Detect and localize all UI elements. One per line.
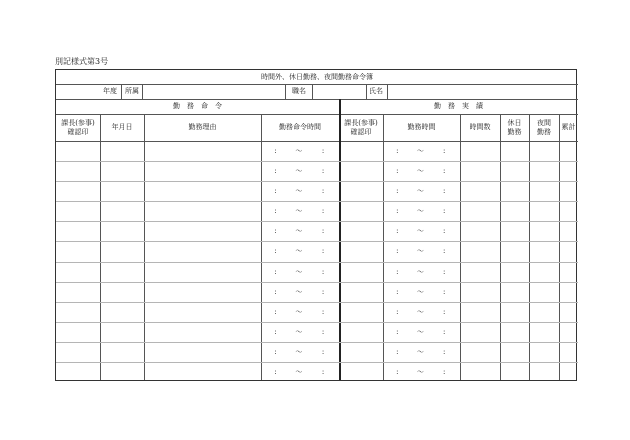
section-command-header: 勤 務 命 令 [173,102,222,110]
form-title: 時間外、休日勤務、夜間勤務命令簿 [261,72,373,81]
time-colon: : [396,227,399,236]
column-header: 勤務命令時間 [279,123,321,131]
column-rule [529,114,530,380]
time-colon: : [443,247,446,256]
time-tilde: 〜 [295,227,303,236]
time-colon: : [274,267,277,276]
time-tilde: 〜 [416,347,424,356]
column-header: 課長(参事) 確認印 [61,118,95,136]
time-colon: : [321,247,325,256]
time-colon: : [396,267,399,276]
time-colon: : [396,207,399,216]
time-colon: : [443,147,446,156]
time-tilde: 〜 [416,307,424,316]
time-tilde: 〜 [416,267,424,276]
time-colon: : [396,307,399,316]
time-colon: : [396,287,399,296]
time-tilde: 〜 [295,347,303,356]
time-colon: : [443,207,446,216]
row-rule [56,362,578,363]
time-tilde: 〜 [295,187,303,196]
time-tilde: 〜 [416,167,424,176]
time-tilde: 〜 [416,247,424,256]
time-tilde: 〜 [295,367,303,376]
time-colon: : [321,167,325,176]
row-rule [56,181,578,182]
time-colon: : [274,227,277,236]
affiliation-label: 所属 [125,87,139,95]
time-colon: : [321,287,325,296]
info-divider [121,84,122,99]
row-rule [56,221,578,222]
time-colon: : [321,367,325,376]
time-colon: : [321,347,325,356]
info-divider [387,84,388,99]
time-colon: : [274,187,277,196]
column-rule [559,114,560,380]
column-header: 年月日 [111,123,133,131]
time-colon: : [321,207,325,216]
time-tilde: 〜 [295,287,303,296]
time-tilde: 〜 [295,267,303,276]
time-colon: : [443,367,446,376]
position-label: 職名 [292,87,306,95]
column-header: 勤務理由 [188,123,217,131]
section-actual-header: 勤 務 実 績 [434,102,483,110]
time-colon: : [321,187,325,196]
column-rule [144,114,145,380]
time-colon: : [321,147,325,156]
row-rule [56,302,578,303]
row-rule [56,322,578,323]
time-colon: : [396,367,399,376]
time-colon: : [443,307,446,316]
time-colon: : [274,147,277,156]
time-colon: : [274,287,277,296]
time-colon: : [321,227,325,236]
info-divider [142,84,143,99]
row-rule [56,282,578,283]
time-colon: : [274,167,277,176]
time-colon: : [274,207,277,216]
time-colon: : [443,267,446,276]
time-tilde: 〜 [295,207,303,216]
time-colon: : [443,327,446,336]
column-rule [339,99,341,380]
info-divider [312,84,313,99]
time-tilde: 〜 [295,147,303,156]
time-colon: : [396,247,399,256]
time-tilde: 〜 [295,327,303,336]
time-colon: : [321,307,325,316]
column-rule [460,114,461,380]
column-header: 課長(参事) 確認印 [344,118,378,136]
time-tilde: 〜 [295,247,303,256]
row-rule [56,241,578,242]
overtime-order-ledger-table [55,69,577,381]
time-tilde: 〜 [416,147,424,156]
row-rule [56,262,578,263]
time-tilde: 〜 [416,327,424,336]
name-label: 氏名 [369,87,383,95]
time-colon: : [443,167,446,176]
time-tilde: 〜 [416,227,424,236]
time-tilde: 〜 [295,167,303,176]
column-header: 勤務時間 [407,123,436,131]
time-tilde: 〜 [416,207,424,216]
info-divider [366,84,367,99]
column-rule [500,114,501,380]
row-rule [56,342,578,343]
info-divider [285,84,286,99]
time-colon: : [443,227,446,236]
form-number-label: 別記様式第3号 [55,57,109,66]
time-colon: : [443,187,446,196]
year-label: 年度 [103,87,117,95]
time-colon: : [396,187,399,196]
time-colon: : [443,287,446,296]
time-colon: : [396,167,399,176]
time-colon: : [274,327,277,336]
column-header: 休日 勤務 [507,118,522,136]
column-header: 夜間 勤務 [537,118,551,136]
time-colon: : [396,327,399,336]
column-rule [100,114,101,380]
column-rule [383,114,384,380]
time-tilde: 〜 [295,307,303,316]
time-colon: : [274,367,277,376]
time-colon: : [396,147,399,156]
row-rule [56,201,578,202]
time-colon: : [443,347,446,356]
time-tilde: 〜 [416,287,424,296]
time-colon: : [396,347,399,356]
time-tilde: 〜 [416,367,424,376]
time-colon: : [274,247,277,256]
column-header: 時間数 [469,123,491,131]
row-rule [56,161,578,162]
column-header: 累計 [561,123,576,131]
time-tilde: 〜 [416,187,424,196]
time-colon: : [321,327,325,336]
time-colon: : [321,267,325,276]
column-rule [261,114,262,380]
time-colon: : [274,347,277,356]
time-colon: : [274,307,277,316]
